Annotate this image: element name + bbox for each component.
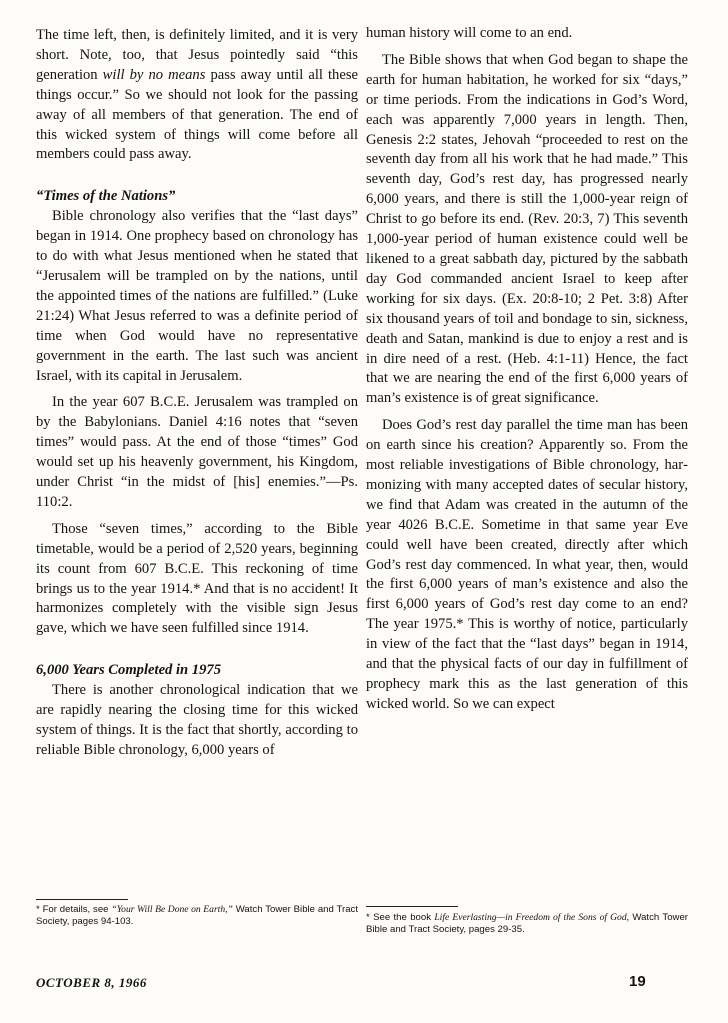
footnote-text: * For details, see xyxy=(36,904,112,915)
section-heading-6000-years: 6,000 Years Completed in 1975 xyxy=(36,662,221,679)
paragraph: In the year 607 B.C.E. Jerusalem was trampled on by the Babylonians. Daniel 4:16 notes that “seven times” would pass. At the end of those “times” God would set up his heavenly government, his Kingdom, under Christ “in the midst of [his] enemies.”—Ps. 110:2. xyxy=(36,394,358,510)
footnote-left xyxy=(36,904,358,927)
paragraph: Bible chronology also verifies that the “last days” began in 1914. One prophecy based on chronology has to do with what Jesus mentioned when he stated that “Jerusalem will be trampled on by the nations, until the appointed times of the nations are fulfilled.” (Luke 21:24) What Jesus referred to was a definite period of time when God would have no representative government in the earth. The last such was ancient Israel, with its capital in Jerusalem. xyxy=(36,208,358,384)
footnote-text: Watch Tower Bible and Tract Society, pages 94-103. xyxy=(36,904,359,927)
paragraph: Those “seven times,” according to the Bible timetable, would be a period of 2,520 years, beginning its count from 607 B.C.E. This reckoning of time brings us to the year 1914.* And that is no accident! It harmonizes completely with the visible sign Jesus gave, which we have seen fulfilled since 1914. xyxy=(36,520,358,637)
footnote-right xyxy=(366,912,688,935)
footnote-divider xyxy=(36,899,128,900)
emphasis-text: will by no means xyxy=(102,66,206,83)
paragraph: The Bible shows that when God began to shape the earth for human habitation, he worked for six “days,” or time periods. From the indications in God’s Word, each was apparently 7,000 years in length. Then, Genesis 2:2 states, Jehovah “proceeded to rest on the seventh day from all his work that he had made.” This seventh day, God’s rest day, has progressed nearly 6,000 years, and there is still the 1,000-year reign of Christ to go before its end. (Rev. 20:3, 7) This seventh 1,000-year period of human existence could well be likened to a great sabbath day, pictured by the sabbath day God commanded ancient Israel to keep after working for six days. (Ex. 20:8-10; 2 Pet. 3:8) After six thousand years of toil and bondage to sin, sickness, death and Satan, mankind is due to enjoy a rest and is in dire need of a rest. (Heb. 4:1-11) Hence, the fact that we are nearing the end of the first 6,000 years of man’s existence is of great significance. xyxy=(366,51,688,407)
paragraph: human history will come to an end. xyxy=(366,25,573,41)
paragraph: There is another chronological indication that we are rapidly nearing the closing time for this wicked system of things. It is the fact that shortly, according to reliable Bible chronology, 6,000 years of xyxy=(36,682,358,758)
left-column xyxy=(36,26,358,761)
paragraph-text: The time left, then, is definitely limited, and it is very short. Note, too, that Jesus pointedly said “this generation xyxy=(36,27,358,83)
footnote-title: Life Everlasting—in Freedom of the Sons of God, xyxy=(434,912,630,923)
footnote-text: * See the book xyxy=(366,912,435,923)
footnote-text: Watch Tower Bible and Tract Society, pages 29-35. xyxy=(366,912,688,935)
footnote-divider xyxy=(366,906,458,907)
right-column xyxy=(366,24,688,715)
issue-date: OCTOBER 8, 1966 xyxy=(36,975,147,990)
section-heading-times-of-nations: “Times of the Nations” xyxy=(36,188,176,205)
page-number: 19 xyxy=(629,973,646,990)
footnote-title: “Your Will Be Done on Earth,” xyxy=(111,904,233,915)
paragraph: Does God’s rest day parallel the time man has been on earth since his creation? Apparently so. From the most reliable investigations of Bible chronology, harmonizing with many accepted dates of secular history, we find that Adam was created in the autumn of the year 4026 B.C.E. Sometime in that same year Eve could well have been created, directly after which God’s rest day commenced. In what year, then, would the first 6,000 years of man’s existence and also the first 6,000 years of God’s rest day come to an end? The year 1975.* This is worthy of notice, particularly in view of the fact that the “last days” began in 1914, and that the physical facts of our day in fulfillment of prophecy mark this as the last generation of this wicked world. So we can expect xyxy=(366,417,688,712)
paragraph xyxy=(36,26,358,165)
paragraph-text: pass away until all these things occur.” So we should not look for the passing away of all members of that generation. The end of this wicked system of things will come before all members could pass away. xyxy=(36,66,358,163)
